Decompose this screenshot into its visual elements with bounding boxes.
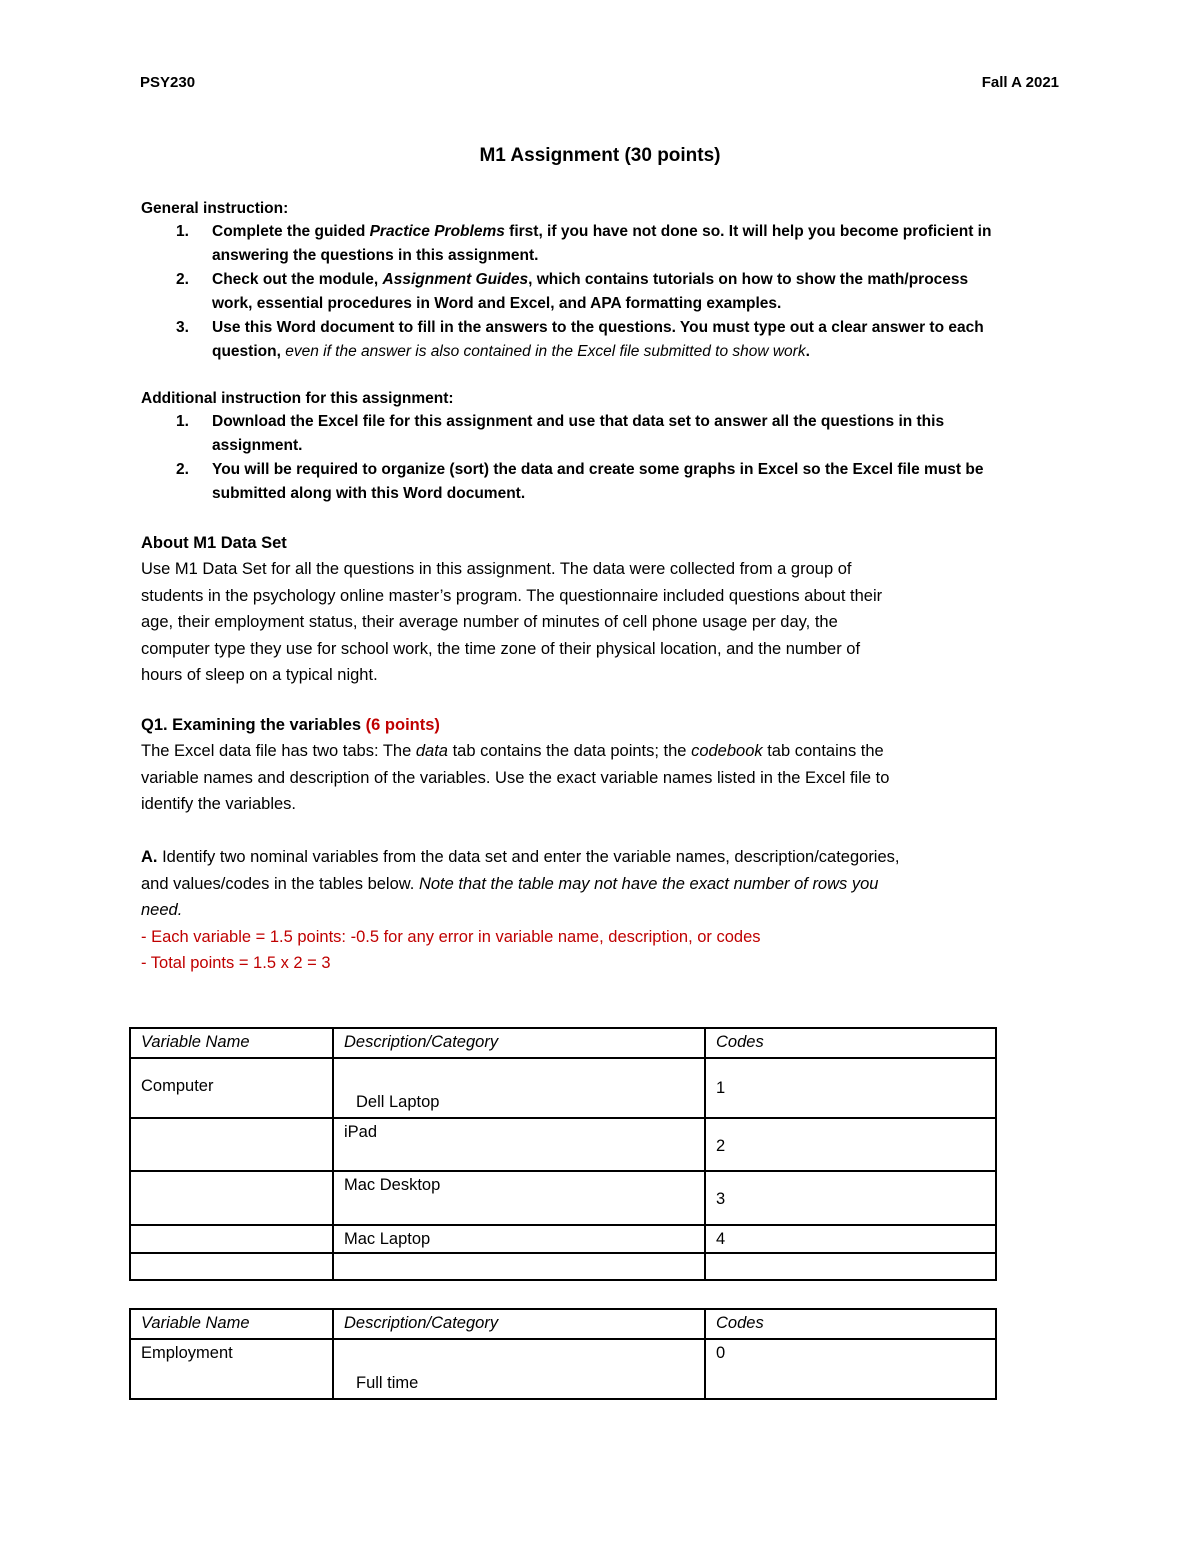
grading-note-1: - Each variable = 1.5 points: -0.5 for any error in variable name, description, or codes [141, 927, 761, 946]
header-variable-name: Variable Name [130, 1028, 333, 1058]
table-cell [130, 1253, 333, 1280]
nominal-variable-table-1 [129, 1027, 997, 1281]
general-item-1: 1. Complete the guided Practice Problems first, if you have not done so. It will help you become proficient in answering the questions in this assignment. [176, 223, 992, 264]
table-row [130, 1253, 996, 1280]
general-item-2: 2. Check out the module, Assignment Guides, which contains tutorials on how to show the math/process work, essential procedures in Word and Excel, and APA formatting examples. [176, 271, 969, 312]
table-cell: Computer [130, 1058, 333, 1118]
nominal-variable-table-2 [129, 1308, 997, 1400]
q1-description: The Excel data file has two tabs: The data tab contains the data points; the codebook tab contains the variable names and description of the variables. Use the exact variable names listed in the Excel file to identify the variables. [141, 742, 890, 813]
additional-item-1: 1. Download the Excel file for this assignment and use that data set to answer all the questions in this assignment. [176, 413, 945, 454]
general-instruction-heading: General instruction: [141, 200, 289, 217]
table-cell: 1 [705, 1058, 996, 1118]
table-cell: Employment [130, 1339, 333, 1399]
page-title: M1 Assignment (30 points) [479, 145, 721, 166]
about-heading: About M1 Data Set [141, 534, 287, 552]
table-cell [705, 1253, 996, 1280]
additional-item-2: 2. You will be required to organize (sort) the data and create some graphs in Excel so the Excel file must be submitted along with this Word document. [176, 461, 984, 502]
table-cell: 0 [705, 1339, 996, 1399]
table-cell: 2 [705, 1118, 996, 1171]
table-cell: iPad [333, 1118, 705, 1171]
table-row [130, 1118, 996, 1171]
table-cell: Mac Laptop [333, 1225, 705, 1253]
table-cell [130, 1118, 333, 1171]
table-row [130, 1225, 996, 1253]
table-row [130, 1339, 996, 1399]
table-cell: Mac Desktop [333, 1171, 705, 1225]
table-cell: 3 [705, 1171, 996, 1225]
table-header-row [130, 1028, 996, 1058]
general-item-3: 3. Use this Word document to fill in the answers to the questions. You must type out a clear answer to each question, even if the answer is also contained in the Excel file submitted to show work. [176, 319, 984, 360]
table-cell: 4 [705, 1225, 996, 1253]
header-codes: Codes [705, 1309, 996, 1339]
additional-instruction-heading: Additional instruction for this assignment: [141, 390, 454, 407]
table-cell: Dell Laptop [333, 1058, 705, 1118]
about-paragraph: Use M1 Data Set for all the questions in this assignment. The data were collected from a group of students in the psychology online master’s program. The questionnaire included questions about their age, their employment status, their average number of minutes of cell phone usage per day, the computer type they use for school work, the time zone of their physical location, and the number of hours of sleep on a typical night. [141, 560, 883, 684]
table-cell [130, 1171, 333, 1225]
table-row [130, 1058, 996, 1118]
header-description: Description/Category [333, 1309, 705, 1339]
table-header-row [130, 1309, 996, 1339]
grading-note-2: - Total points = 1.5 x 2 = 3 [141, 954, 331, 972]
q1-part-a: A. Identify two nominal variables from the data set and enter the variable names, description/categories, and values/codes in the tables below. Note that the table may not have the exact number of rows you need. - Each variable = 1.5 points: -0.5 for any error in variable name, description, or codes - Total points = 1.5 x 2 = 3 [141, 844, 899, 977]
table-row [130, 1171, 996, 1225]
header-variable-name: Variable Name [130, 1309, 333, 1339]
q1-heading: Q1. Examining the variables (6 points) [141, 716, 440, 734]
header-description: Description/Category [333, 1028, 705, 1058]
table-cell [130, 1225, 333, 1253]
header-codes: Codes [705, 1028, 996, 1058]
q1-points: (6 points) [365, 716, 440, 734]
table-cell: Full time [333, 1339, 705, 1399]
table-cell [333, 1253, 705, 1280]
term-label: Fall A 2021 [981, 74, 1059, 91]
course-code: PSY230 [140, 74, 196, 91]
